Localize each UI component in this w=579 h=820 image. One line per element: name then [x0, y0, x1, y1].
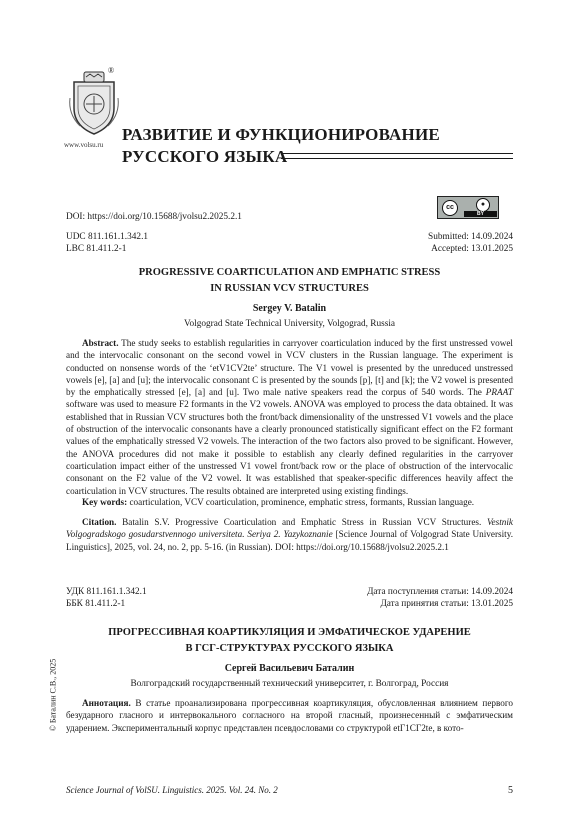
- copyright-text: © Баталин С.В., 2025: [48, 658, 58, 732]
- abstract-en: [66, 337, 513, 497]
- article-title-en: [0, 265, 579, 297]
- affiliation-en: Volgograd State Technical University, Volgograd, Russia: [183, 319, 396, 329]
- accepted-date-ru: Дата принятия статьи: 13.01.2025: [380, 599, 513, 609]
- title-ru-line2: В ГСГ-СТРУКТУРАХ РУССКОГО ЯЗЫКА: [185, 643, 394, 654]
- abstract-label-en: Abstract.: [82, 338, 119, 348]
- doi[interactable]: DOI: https://doi.org/10.15688/jvolsu2.2025.2.1: [66, 212, 242, 222]
- article-title-ru: [0, 625, 579, 657]
- accepted-date: Accepted: 13.01.2025: [431, 244, 513, 254]
- udc-ru: УДК 811.161.1.342.1: [66, 587, 147, 597]
- lbc-ru: ББК 81.411.2-1: [66, 599, 126, 609]
- cc-icon: cc: [442, 200, 458, 216]
- citation-journal: Vestnik Volgogradskogo gosudarstvennogo universiteta. Seriya 2. Yazykoznanie: [66, 517, 513, 540]
- by-label: BY: [464, 211, 497, 217]
- abstract-en-text1: The study seeks to establish regularities in carryover coarticulation induced by the first unstressed vowel and the intervocalic consonant on the second vowel in VCV clusters in the Russian language. The experiment is conducted on nonsense words of the ‘etV1CV2te’ structure. The V1 vowel is presented by the unreduced unstressed vowels [e], [a] and [u]; the intervocalic consonant C is presented by the sounds [p], [t] and [k]; the V2 vowel is presented by the emphatically stressed [e], [a] and [u]. Two male native speakers read the corpus of 540 words. The: [66, 338, 513, 398]
- keywords-text: coarticulation, VCV coarticulation, prominence, emphatic stress, formants, Russian language.: [127, 497, 475, 507]
- abstract-en-text2: software was used to measure F2 formants in the V2 vowels. ANOVA was employed to process the data obtained. It was established that in Russian VCV structures both the front/back dimensionality of the unstressed V1 vowels and the place of obstruction of the intervocalic consonants have a clearly pronounced statistically significant effect on the F2 formant values of the emphatically stressed V2 vowels. The interaction of the two factors also proved to be significant. However, the ANOVA procedures did not make it possible to establish any clearly defined regularities in the carryover coarticulation impact either of the unstressed V1 vowel front/back row or the place of obstruction of the intervocalic consonant on the F2 value of the V2 vowel. It was established that speaker-specific differences heavily affect the coarticulation in VCV structures. The results obtained are interpreted using existing findings.: [66, 399, 513, 496]
- title-rule: [281, 153, 513, 159]
- journal-title: [122, 124, 440, 168]
- citation-text1: Batalin S.V. Progressive Coarticulation and Emphatic Stress in Russian VCV Structures.: [116, 517, 487, 527]
- abstract-ru: [66, 697, 513, 734]
- copyright-vertical: [47, 650, 59, 740]
- udc-en: UDC 811.161.1.342.1: [66, 232, 149, 242]
- keywords-en: [66, 496, 513, 508]
- received-date-ru: Дата поступления статьи: 14.09.2024: [367, 587, 513, 597]
- author-en: Sergey V. Batalin: [252, 303, 327, 314]
- title-en-line2: IN RUSSIAN VCV STRUCTURES: [210, 283, 369, 294]
- citation-en: [66, 516, 513, 553]
- university-logo: [66, 68, 122, 138]
- footer-journal: Science Journal of VolSU. Linguistics. 2025. Vol. 24. No. 2: [66, 785, 278, 795]
- praat-software: PRAAT: [485, 387, 513, 398]
- title-en-line1: PROGRESSIVE COARTICULATION AND EMPHATIC STRESS: [138, 267, 441, 278]
- abstract-label-ru: Аннотация.: [82, 698, 131, 708]
- journal-title-line2: РУССКОГО ЯЗЫКА: [122, 147, 288, 166]
- person-icon: ●: [476, 198, 490, 212]
- cc-by-license-badge[interactable]: [437, 196, 499, 219]
- logo-url[interactable]: www.volsu.ru: [64, 141, 104, 149]
- citation-label: Citation.: [82, 517, 117, 527]
- lbc-en: LBC 81.411.2-1: [66, 244, 127, 254]
- registered-mark: ®: [108, 66, 115, 75]
- keywords-label: Key words:: [82, 497, 128, 507]
- submitted-date: Submitted: 14.09.2024: [428, 232, 513, 242]
- page-number: 5: [508, 785, 513, 796]
- affiliation-ru: Волгоградский государственный технический университет, г. Волгоград, Россия: [130, 679, 449, 689]
- title-ru-line1: ПРОГРЕССИВНАЯ КОАРТИКУЛЯЦИЯ И ЭМФАТИЧЕСКОЕ УДАРЕНИЕ: [108, 627, 471, 638]
- author-ru: Сергей Васильевич Баталин: [224, 663, 355, 674]
- abstract-ru-text: В статье проанализирована прогрессивная коартикуляция, обусловленная влиянием первого безударного гласного и интервокального согласного на второй гласный, произнесенный с эмфатическим ударением. Экспериментальный корпус представлен псевдословами со структурой etГ1СГ2te, в кото-: [66, 698, 513, 733]
- citation-text2: [Science Journal of Volgograd State University. Linguistics], 2025, vol. 24, no. 2, pp. 5-16. (in Russian). DOI: https://doi.org/10.15688/jvolsu2.2025.2.1: [66, 529, 514, 552]
- journal-title-line1: РАЗВИТИЕ И ФУНКЦИОНИРОВАНИЕ: [122, 125, 440, 144]
